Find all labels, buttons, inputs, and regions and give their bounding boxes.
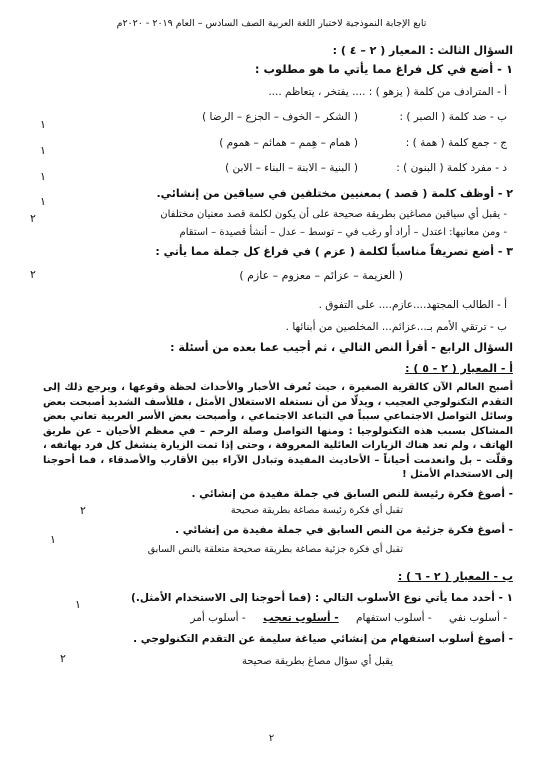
q3-3b: ب - ترتقي الأمم بـ...عزائم... المخلصين من أبنائها . bbox=[285, 321, 507, 333]
option-amr: - أسلوب أمر bbox=[190, 612, 246, 624]
q3-3-options: ( العزيمة – عزائم – معزوم – عازم ) bbox=[239, 269, 403, 282]
q3-title: السؤال الثالث : المعيار ( ٢ – ٤ ) : bbox=[332, 44, 513, 57]
q3-1b-label: ب - ضد كلمة ( الصبر ) : bbox=[399, 111, 507, 123]
mark-q3-1c: ١ bbox=[40, 170, 46, 183]
mark-q4-b1: ١ bbox=[75, 598, 81, 611]
mark-q3-3: ٢ bbox=[30, 268, 36, 281]
option-nafy: - أسلوب نفي bbox=[449, 612, 507, 624]
q4-b1-options bbox=[176, 611, 507, 625]
q4-b-title: ب - المعيار ( ٢ - ٦ ) : bbox=[397, 570, 513, 583]
mark-q4-1: ٢ bbox=[80, 504, 86, 517]
page-number: ٢ bbox=[268, 733, 275, 744]
q3-1b-options: ( الشكر – الخوف – الجزع – الرضا ) bbox=[202, 111, 358, 123]
q3-3-instruction: ٣ - أضع تصريفاً مناسباً لكلمة ( عزم ) في فراغ كل جملة مما يأتي : bbox=[155, 245, 513, 258]
q3-1-instruction: ١ - أضع في كل فراغ مما يأتي ما هو مطلوب : bbox=[254, 62, 513, 76]
q3-2-note-1: - يقبل أي سياقين مصاغين بطريقة صحيحة على أن يكون لكلمة قصد معنيان مختلفان bbox=[160, 209, 507, 220]
q4-a-title: أ - المعيار ( ٢ - ٥ ) : bbox=[405, 362, 513, 375]
q4-b1-question: ١ - أحدد مما يأتي نوع الأسلوب التالي : (فما أحوجنا إلى الاستخدام الأمثل.) bbox=[131, 592, 513, 604]
q4-2-question: - أصوغ فكرة جزئية من النص السابق في جملة مفيدة من إنشائي . bbox=[175, 524, 513, 536]
reading-passage: أصبح العالم الآن كالقرية الصغيرة ، حيث تُعرف الأخبار والأحداث لحظة وقوعها ، ويرجع ذلك إلى التقدم التكنولوجي العجيب ، ويدلّا من أن نستغله الاستغلال الأمثل ، فللأسف الشديد أصبحت بعض وسائل التواصل الاجتماعي سبباً في التباعد الاجتماعي ، وأصبحت بعض الأسر العربية تعاني بعض المشاكل بسبب هذه التكنولوجيا : ومنها التواصل وصلة الرحم – في معظم الأحيان – عن طريق الهاتف ، ولم تعد هناك الزيارات العائلية المعروفة ، وحتى إذا تمت الزيارة ينشغل كل فرد بهاتفه ، وقلّت – بل وانعدمت أحياناً – الأحاديث المفيدة وتبادل الآراء بين الأقارب والأصدقاء ، فما أحوجنا إلى الاستخدام الأمثل ! bbox=[43, 382, 513, 480]
mark-q3-1a: ١ bbox=[40, 118, 46, 131]
q4-b2-question: - أصوغ أسلوب استفهام من إنشائي صياغة سليمة عن التقدم التكنولوجي . bbox=[133, 633, 513, 645]
q4-2-answer: تقبل أي فكرة جزئية مصاغة بطريقة صحيحة متعلقة بالنص السابق bbox=[147, 544, 403, 555]
q3-2-instruction: ٢ - أوظف كلمة ( قصد ) بمعنيين مختلفين في سياقين من إنشائي. bbox=[156, 187, 513, 200]
q4-b2-answer: يقبل أي سؤال مصاغ بطريقة صحيحة bbox=[241, 656, 393, 667]
page-header: تابع الإجابة النموذجية لاختبار اللغة العربية الصف السادس – العام ٢٠١٩ - ٢٠٢٠م bbox=[116, 18, 427, 29]
mark-q3-1b: ١ bbox=[40, 144, 46, 157]
q3-3a: أ - الطالب المجتهد....عازم.... على التفوق . bbox=[318, 299, 507, 311]
mark-q3-2: ٢ bbox=[30, 212, 36, 225]
mark-q4-2: ١ bbox=[50, 533, 56, 546]
q3-1a: أ - المترادف من كلمة ( يزهو ) : .... يفتخر ، يتعاظم .... bbox=[268, 86, 507, 98]
q3-1d-label: د - مفرد كلمة ( البنون ) : bbox=[396, 162, 507, 174]
mark-q3-1d: ١ bbox=[40, 195, 46, 208]
q3-1c-options: ( همام – هِمم – همائم – هموم ) bbox=[219, 137, 358, 149]
q4-1-answer: تقبل أي فكرة رئيسة مصاغة بطريقة صحيحة bbox=[230, 505, 403, 516]
q3-1d-options: ( البنية – الابنة – البناء – الابن ) bbox=[225, 162, 358, 174]
option-taajjub: - أسلوب تعجب bbox=[263, 612, 339, 624]
q4-title: السؤال الرابع - أقرأ النص التالي ، ثم أجيب عما بعده من أسئلة : bbox=[170, 341, 513, 354]
option-istifham: - أسلوب استفهام bbox=[356, 612, 432, 624]
q3-1c-label: ج - جمع كلمة ( همة ) : bbox=[405, 137, 507, 149]
q4-1-question: - أصوغ فكرة رئيسة للنص السابق في جملة مفيدة من إنشائي . bbox=[191, 488, 513, 500]
mark-q4-b2: ٢ bbox=[60, 652, 66, 665]
q3-2-note-2: - ومن معانيها: اعتدل – أراد أو رغب في – توسط – عدل – أنشأ قصيدة – استقام bbox=[179, 227, 507, 238]
